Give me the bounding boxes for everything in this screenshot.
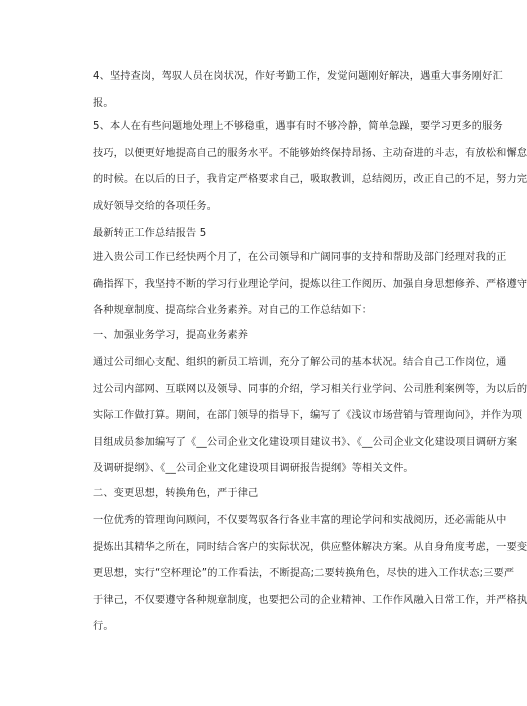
paragraph-line: 各种规章制度、提高综合业务素养。对自己的工作总结如下： bbox=[93, 305, 373, 316]
paragraph-line: 及调研提纲》、《__公司企业文化建设项目调研报告提纲》等相关文件。 bbox=[93, 463, 414, 474]
paragraph-line: 4、坚持查岗，驾驭人员在岗状况，作好考勤工作，发觉问题刚好解决，遇重大事务刚好汇 bbox=[93, 71, 503, 82]
paragraph-line: 通过公司细心支配、组织的新员工培训，充分了解公司的基本状况。结合自己工作岗位，通 bbox=[93, 357, 507, 368]
section-title-report-5 bbox=[93, 221, 433, 248]
paragraph-line: 过公司内部网、互联网以及领导、同事的介绍，学习相关行业学问、公司胜利案例等，为以后的 bbox=[93, 383, 527, 395]
paragraph-item-4 bbox=[93, 64, 503, 117]
heading-line: 二、变更思想，转换角色，严于律己 bbox=[93, 488, 259, 499]
paragraph-training bbox=[93, 350, 527, 483]
paragraph-line: 实际工作做打算。期间，在部门领导的指导下，编写了《浅议市场营销与管理询问》，并作为项 bbox=[93, 410, 523, 421]
paragraph-line: 成好领导交给的各项任务。 bbox=[93, 200, 218, 212]
paragraph-line: 行。 bbox=[93, 621, 114, 632]
paragraph-line: 一位优秀的管理询问顾问，不仅要驾驭各行各业丰富的理论学问和实战阅历，还必需能从中 bbox=[93, 515, 507, 526]
paragraph-line: 5、本人在有些问题地处理上不够稳重，遇事有时不够冷静，简单急躁，要学习更多的服务 bbox=[93, 121, 503, 132]
paragraph-item-5 bbox=[93, 114, 527, 220]
paragraph-line: 确指挥下，我坚持不断的学习行业理论学问，提炼以往工作阅历、加强自身思想修养、严格遵守 bbox=[93, 278, 527, 290]
paragraph-line: 的时候。在以后的日子，我肯定严格要求自己，吸取教训，总结阅历，改正自己的不足，努力完 bbox=[93, 174, 527, 185]
paragraph-line: 进入贵公司工作已经快两个月了，在公司领导和广阔同事的支持和帮助及部门经理对我的正 bbox=[93, 252, 507, 263]
heading-line: 一、加强业务学习，提高业务素养 bbox=[93, 330, 249, 341]
heading-line: 最新转正工作总结报告 5 bbox=[93, 228, 207, 239]
section-heading-1 bbox=[93, 323, 433, 350]
paragraph-line: 技巧，以便更好地提高自己的服务水平。不能够始终保持昂扬、主动奋进的斗志，有放松和懈怠 bbox=[93, 147, 527, 159]
paragraph-mindset bbox=[93, 508, 527, 641]
section-heading-2 bbox=[93, 481, 433, 508]
paragraph-line: 更思想，实行“空杯理论”的工作看法，不断提高;二要转换角色，尽快的进入工作状态;三要严 bbox=[93, 568, 515, 579]
paragraph-line: 报。 bbox=[93, 97, 114, 109]
paragraph-intro bbox=[93, 245, 527, 325]
paragraph-line: 于律己，不仅要遵守各种规章制度，也要把公司的企业精神、工作作风融入日常工作，并严格执 bbox=[93, 594, 527, 606]
paragraph-line: 目组成员参加编写了《__公司企业文化建设项目建议书》、《__公司企业文化建设项目调研方案 bbox=[93, 436, 518, 448]
paragraph-line: 提炼出其精华之所在，同时结合客户的实际状况，供应整体解决方案。从自身角度考虑，一要变 bbox=[93, 541, 527, 553]
